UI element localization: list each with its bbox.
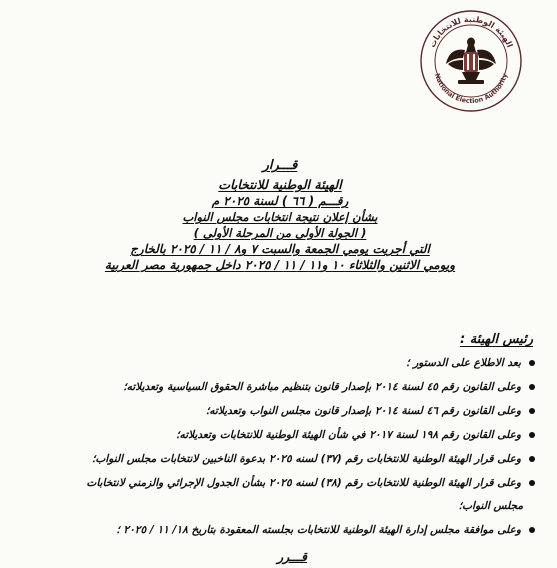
heading-authority: الهيئة الوطنية للانتخابات <box>218 177 342 192</box>
national-election-authority-emblem <box>418 8 524 114</box>
considerations-list <box>17 357 537 548</box>
decision-heading <box>40 158 520 273</box>
list-item: وعلى القانون رقم ٤٦ لسنة ٢٠١٤ بإصدار قانون مجلس النواب وتعديلاته؛ <box>17 405 537 418</box>
list-item: وعلى قرار الهيئة الوطنية للانتخابات رقم (٣٧) لسنه ٢٠٢٥ بدعوة الناخبين لانتخابات مجلس النواب؛ <box>17 453 537 466</box>
emblem-seal-icon <box>418 8 524 114</box>
heading-subject: بشأن إعلان نتيجة انتخابات مجلس النواب <box>182 210 378 224</box>
svg-text:National Election Authority: National Election Authority <box>432 72 510 106</box>
heading-decision-number: رقـــم ( ٦٦ ) لسنة ٢٠٢٥ م <box>211 194 349 208</box>
bullet-icon <box>529 384 535 390</box>
president-label: رئيس الهيئة : <box>459 332 533 347</box>
bullet-icon <box>529 527 535 533</box>
list-item: وعلى القانون رقم ٤٥ لسنة ٢٠١٤ بإصدار قانون بتنظيم مباشرة الحقوق السياسية وتعديلاته؛ <box>17 381 537 394</box>
heading-dates-abroad: التي أجريت يومي الجمعة والسبت ٧ و٨ / ١١ / ٢٠٢٥ بالخارج <box>130 242 430 256</box>
bullet-icon <box>529 432 535 438</box>
heading-dates-inside: ويومي الاثنين والثلاثاء ١٠ و١١ / ١١ / ٢٠٢٥ داخل جمهورية مصر العربية <box>104 258 456 272</box>
heading-round: ( الجولة الأولى من المرحلة الأولى ) <box>193 226 367 240</box>
bullet-icon <box>529 480 535 486</box>
list-item: وعلى موافقة مجلس إدارة الهيئة الوطنية للانتخابات بجلسته المعقودة بتاريخ ١٨/ ١١ / ٢٠٢٥ ؛ <box>17 524 537 537</box>
list-item-continuation: مجلس النواب؛ <box>458 500 523 512</box>
list-item: بعد الاطلاع على الدستور ؛ <box>17 357 537 370</box>
heading-qarar: قـــرار <box>262 158 298 173</box>
list-item: وعلى قرار الهيئة الوطنية للانتخابات رقم (٣٨) لسنه ٢٠٢٥ بشأن الجدول الإجرائي والزمني لانتخابات مجلس النواب؛ <box>17 477 537 513</box>
bullet-icon <box>529 408 535 414</box>
bullet-icon <box>529 360 535 366</box>
list-item: وعلى القانون رقم ١٩٨ لسنة ٢٠١٧ في شأن الهيئة الوطنية للانتخابات وتعديلاته؛ <box>17 429 537 442</box>
bullet-icon <box>529 456 535 462</box>
decision-label: قـــرر <box>277 549 307 564</box>
svg-text:الهيئة الوطنية للانتخابات: الهيئة الوطنية للانتخابات <box>427 14 515 49</box>
